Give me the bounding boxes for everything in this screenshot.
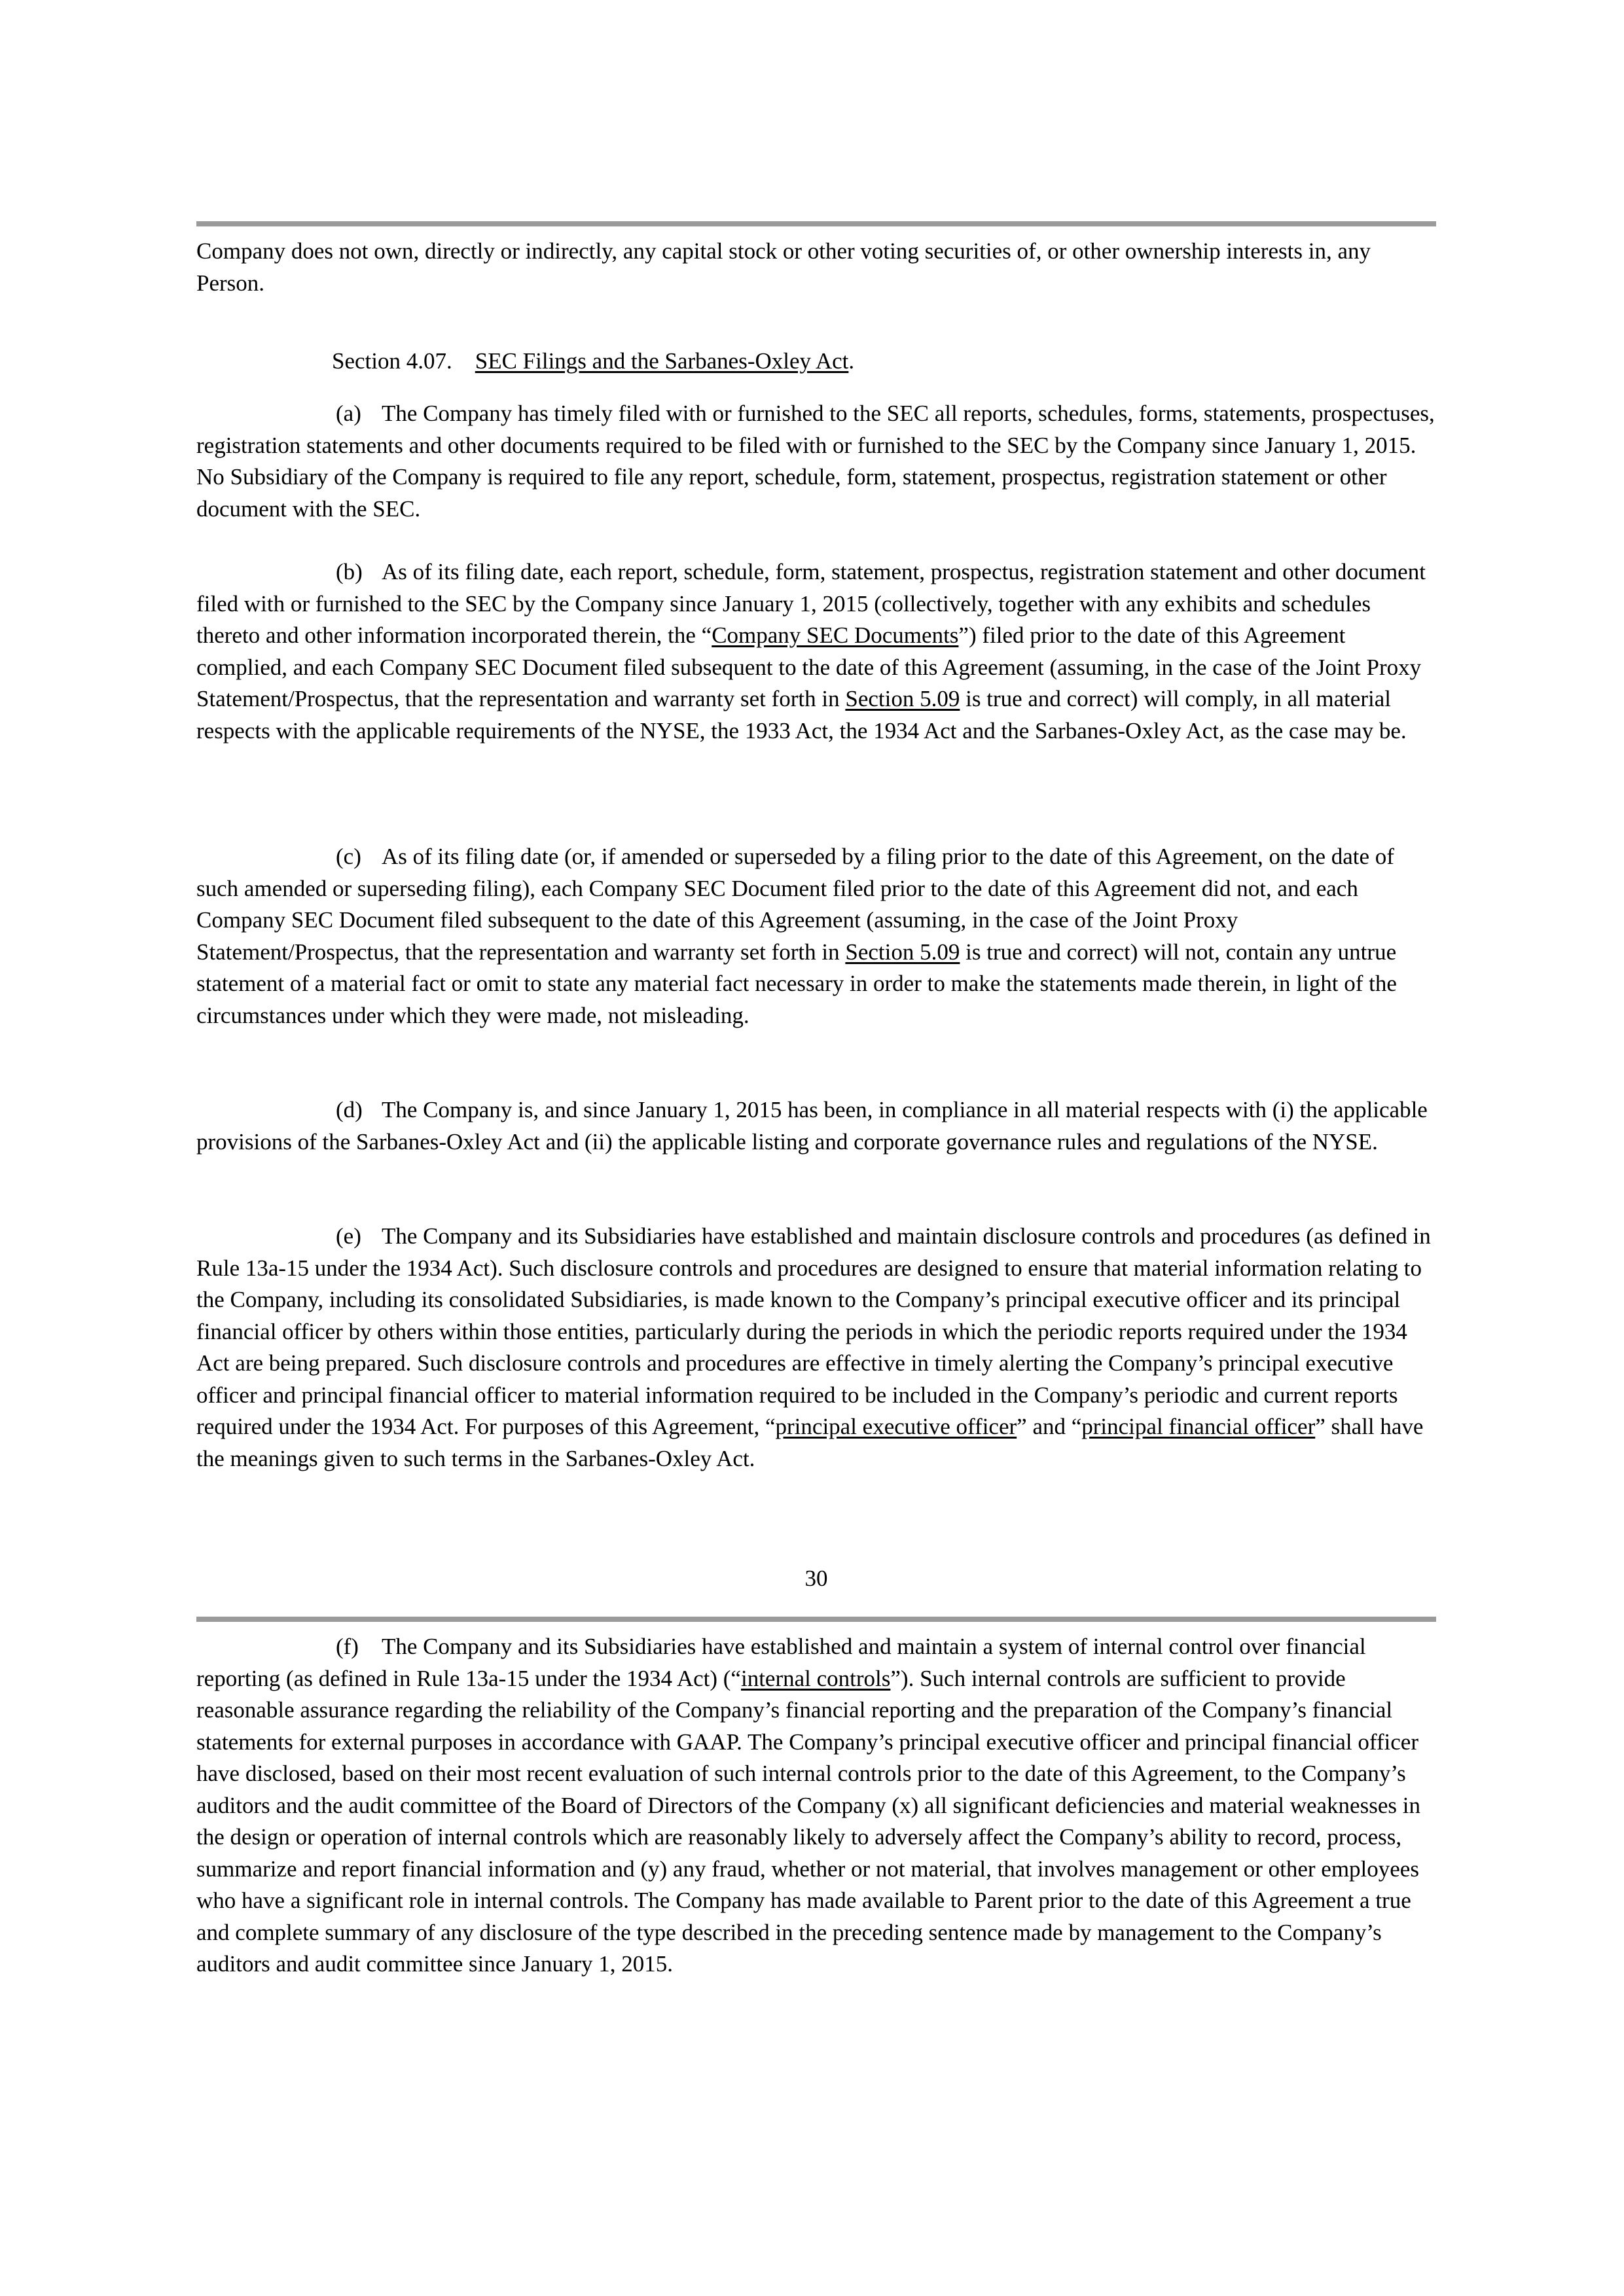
paragraph-a-label: (a) — [336, 401, 361, 426]
section-reference-5-09[interactable]: Section 5.09 — [845, 939, 960, 965]
paragraph-a — [196, 398, 1436, 525]
section-reference-5-09[interactable]: Section 5.09 — [845, 686, 960, 711]
paragraph-d-label: (d) — [336, 1097, 363, 1122]
paragraph-e-text-1: The Company and its Subsidiaries have established and maintain disclosure controls and procedures (as defined in Rule 13a-15 under the 1934 Act). Such disclosure controls and procedures are designed to ensure that material information relating to the Company, including its consolidated Subsidiaries, is made known to the Company’s principal executive officer and its principal financial officer by others within those entities, particularly during the periods in which the periodic reports required under the 1934 Act are being prepared. Such disclosure controls and procedures are effective in timely alerting the Company’s principal executive officer and principal financial officer to material information required to be included in the Company’s periodic and current reports required under the 1934 Act. For purposes of this Agreement, “ — [196, 1223, 1431, 1439]
paragraph-d — [196, 1094, 1436, 1158]
paragraph-e-text-3: ” shall have the meanings given to such terms in the Sarbanes-Oxley Act. — [196, 1414, 1424, 1471]
continuation-paragraph — [196, 236, 1436, 299]
paragraph-e-label: (e) — [336, 1223, 361, 1249]
paragraph-f-text-1: The Company and its Subsidiaries have established and maintain a system of internal control over financial reporting (as defined in Rule 13a-15 under the 1934 Act) (“ — [196, 1634, 1366, 1691]
section-title-suffix: . — [848, 348, 855, 374]
continuation-text: Company does not own, directly or indirectly, any capital stock or other voting securities of, or other ownership interests in, any Person. — [196, 238, 1371, 296]
paragraph-b-text-3: is true and correct) will comply, in all material respects with the applicable requirements of the NYSE, the 1933 Act, the 1934 Act and the Sarbanes-Oxley Act, as the case may be. — [196, 686, 1407, 744]
defined-term-company-sec-documents: Company SEC Documents — [712, 622, 959, 648]
paragraph-c-text-1: As of its filing date (or, if amended or superseded by a filing prior to the date of this Agreement, on the date of such amended or superseding filing), each Company SEC Document filed prior to the date of this Agreement did not, and each Company SEC Document filed subsequent to the date of this Agreement (assuming, in the case of the Joint Proxy Statement/Prospectus, that the representation and warranty set forth in — [196, 844, 1394, 965]
paragraph-e — [196, 1221, 1436, 1475]
page-divider-middle — [196, 1617, 1436, 1622]
section-number: Section 4.07. — [332, 348, 452, 374]
paragraph-b-text-2: ”) filed prior to the date of this Agreement complied, and each Company SEC Document filed subsequent to the date of this Agreement (assuming, in the case of the Joint Proxy Statement/Prospectus, that the representation and warranty set forth in — [196, 622, 1422, 711]
paragraph-f-label: (f) — [336, 1634, 359, 1659]
paragraph-c — [196, 841, 1436, 1031]
paragraph-a-text: The Company has timely filed with or furnished to the SEC all reports, schedules, forms, statements, prospectuses, registration statements and other documents required to be filed with or furnished to the SEC by the Company since January 1, 2015. No Subsidiary of the Company is required to file any report, schedule, form, statement, prospectus, registration statement or other document with the SEC. — [196, 401, 1435, 522]
section-heading — [196, 346, 1436, 378]
defined-term-principal-executive-officer: principal executive officer — [775, 1414, 1017, 1439]
paragraph-d-text: The Company is, and since January 1, 2015 has been, in compliance in all material respects with (i) the applicable provisions of the Sarbanes-Oxley Act and (ii) the applicable listing and corporate governance rules and regulations of the NYSE. — [196, 1097, 1428, 1155]
paragraph-b — [196, 556, 1436, 747]
document-page — [196, 0, 1436, 2296]
paragraph-b-label: (b) — [336, 559, 363, 584]
paragraph-c-text-2: is true and correct) will not, contain any untrue statement of a material fact or omit to state any material fact necessary in order to make the statements made therein, in light of the circumstances under which they were made, not misleading. — [196, 939, 1397, 1028]
section-title: SEC Filings and the Sarbanes-Oxley Act — [475, 348, 849, 374]
paragraph-e-text-2: ” and “ — [1017, 1414, 1082, 1439]
defined-term-internal-controls: internal controls — [740, 1665, 891, 1691]
defined-term-principal-financial-officer: principal financial officer — [1081, 1414, 1316, 1439]
paragraph-c-label: (c) — [336, 844, 361, 869]
page-number: 30 — [804, 1566, 828, 1591]
paragraph-b-text-1: As of its filing date, each report, schedule, form, statement, prospectus, registration statement and other document filed with or furnished to the SEC by the Company since January 1, 2015 (collectively, together with any exhibits and schedules thereto and other information incorporated therein, the “ — [196, 559, 1426, 648]
paragraph-f-text-2: ”). Such internal controls are sufficient to provide reasonable assurance regarding the reliability of the Company’s financial reporting and the preparation of the Company’s financial statements for external purposes in accordance with GAAP. The Company’s principal executive officer and principal financial officer have disclosed, based on their most recent evaluation of such internal controls prior to the date of this Agreement, to the Company’s auditors and the audit committee of the Board of Directors of the Company (x) all significant deficiencies and material weaknesses in the design or operation of internal controls which are reasonably likely to adversely affect the Company’s ability to record, process, summarize and report financial information and (y) any fraud, whether or not material, that involves management or other employees who have a significant role in internal controls. The Company has made available to Parent prior to the date of this Agreement a true and complete summary of any disclosure of the type described in the preceding sentence made by management to the Company’s auditors and audit committee since January 1, 2015. — [196, 1665, 1420, 1977]
paragraph-f — [196, 1631, 1436, 1981]
page-divider-top — [196, 221, 1436, 226]
